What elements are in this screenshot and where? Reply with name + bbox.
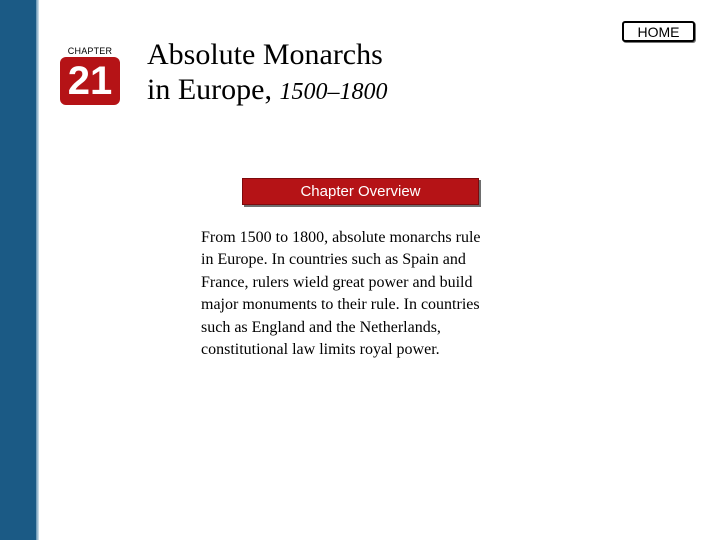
overview-line: From 1500 to 1800, absolute monarchs rule [201,229,481,246]
overview-line: major monuments to their rule. In countries [201,296,480,314]
left-sidebar-strip [0,0,36,540]
overview-line: France, rulers wield great power and build [201,273,473,291]
title-line-1: Absolute Monarchs [147,38,383,71]
page-title [147,37,387,110]
chapter-overview-header: Chapter Overview [242,178,479,205]
chapter-number: 21 [67,59,113,103]
sidebar-gradient-edge [36,0,39,540]
overview-line: such as England and the Netherlands, [201,318,441,336]
title-line-2 [147,72,387,110]
chapter-badge [60,57,120,105]
home-button[interactable]: HOME [622,21,695,42]
overview-line: in Europe. In countries such as Spain and [201,251,466,269]
chapter-overview-text [201,227,531,361]
title-line-2-prefix: in Europe, [147,73,280,106]
chapter-label: CHAPTER [67,46,113,56]
overview-line: constitutional law limits royal power. [201,341,440,359]
title-dates: 1500–1800 [279,79,388,105]
